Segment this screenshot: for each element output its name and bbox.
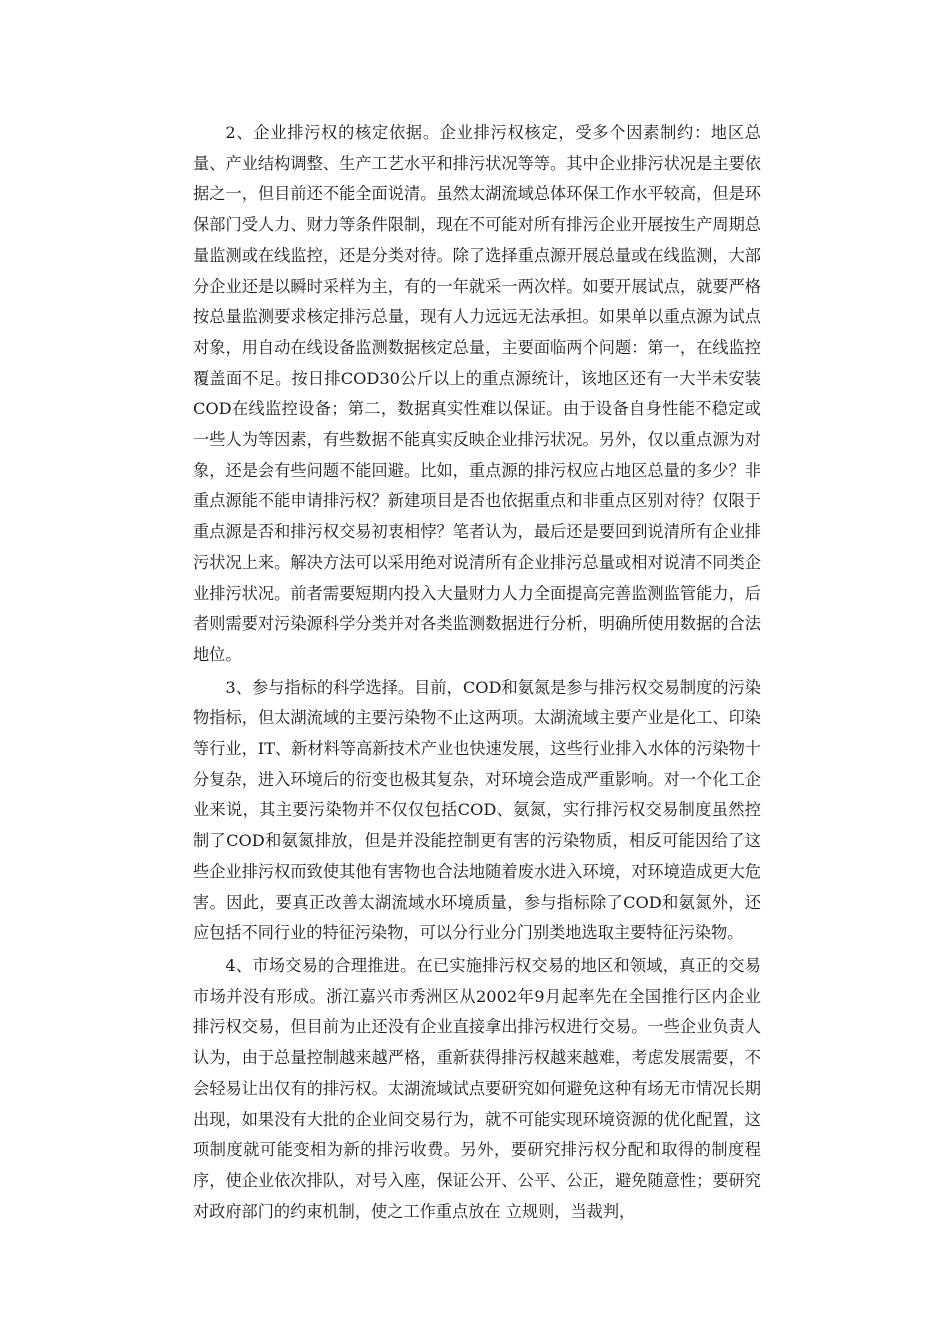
paragraph-market-trading: 4、市场交易的合理推进。在已实施排污权交易的地区和领域，真正的交易市场并没有形成。浙江嘉兴市秀洲区从2002年9月起率先在全国推行区内企业排污权交易，但目前为止还没有企业直接拿出排污权进行交易。一些企业负责人认为，由于总量控制越来越严格，重新获得排污权越来越难，考虑发展需要，不会轻易让出仅有的排污权。太湖流域试点要研究如何避免这种有场无市情况长期出现，如果没有大批的企业间交易行为，就不可能实现环境资源的优化配置，这项制度就可能变相为新的排污收费。另外，要研究排污权分配和取得的制度程序，使企业依次排队，对号入座，保证公开、公平、公正，避免随意性；要研究对政府部门的约束机制，使之工作重点放在 立规则，当裁判， xyxy=(193,955,761,1221)
paragraph-indicator-selection: 3、参与指标的科学选择。目前，COD和氨氮是参与排污权交易制度的污染物指标，但太湖流域的主要污染物不止这两项。太湖流域主要产业是化工、印染等行业，IT、新材料等高新技术产业也快速发展，这些行业排入水体的污染物十分复杂，进入环境后的衍变也极其复杂，对环境会造成严重影响。对一个化工企业来说，其主要污染物并不仅仅包括COD、氨氮，实行排污权交易制度虽然控制了COD和氨氮排放，但是并没能控制更有害的污染物质，相反可能因给了这些企业排污权而致使其他有害物也合法地随着废水进入环境，对环境造成更大危害。因此，要真正改善太湖流域水环境质量，参与指标除了COD和氨氮外，还应包括不同行业的特征污染物，可以分行业分门别类地选取主要特征污染物。 xyxy=(193,677,761,943)
document-body xyxy=(193,118,761,1227)
paragraph-enterprise-discharge-rights: 2、企业排污权的核定依据。企业排污权核定，受多个因素制约：地区总量、产业结构调整、生产工艺水平和排污状况等等。其中企业排污状况是主要依据之一，但目前还不能全面说清。虽然太湖流域总体环保工作水平较高，但是环保部门受人力、财力等条件限制，现在不可能对所有排污企业开展按生产周期总量监测或在线监控，还是分类对待。除了选择重点源开展总量或在线监测，大部分企业还是以瞬时采样为主，有的一年就采一两次样。如要开展试点，就要严格按总量监测要求核定排污总量，现有人力远远无法承担。如果单以重点源为试点对象，用自动在线设备监测数据核定总量，主要面临两个问题：第一，在线监控覆盖面不足。按日排COD30公斤以上的重点源统计，该地区还有一大半未安装COD在线监控设备；第二，数据真实性难以保证。由于设备自身性能不稳定或一些人为等因素，有些数据不能真实反映企业排污状况。另外，仅以重点源为对象，还是会有些问题不能回避。比如，重点源的排污权应占地区总量的多少？非重点源能不能申请排污权？新建项目是否也依据重点和非重点区别对待？仅限于重点源是否和排污权交易初衷相悖？笔者认为，最后还是要回到说清所有企业排污状况上来。解决方法可以采用绝对说清所有企业排污总量或相对说清不同类企业排污状况。前者需要短期内投入大量财力人力全面提高完善监测监管能力，后者则需要对污染源科学分类并对各类监测数据进行分析，明确所使用数据的合法地位。 xyxy=(193,123,761,664)
